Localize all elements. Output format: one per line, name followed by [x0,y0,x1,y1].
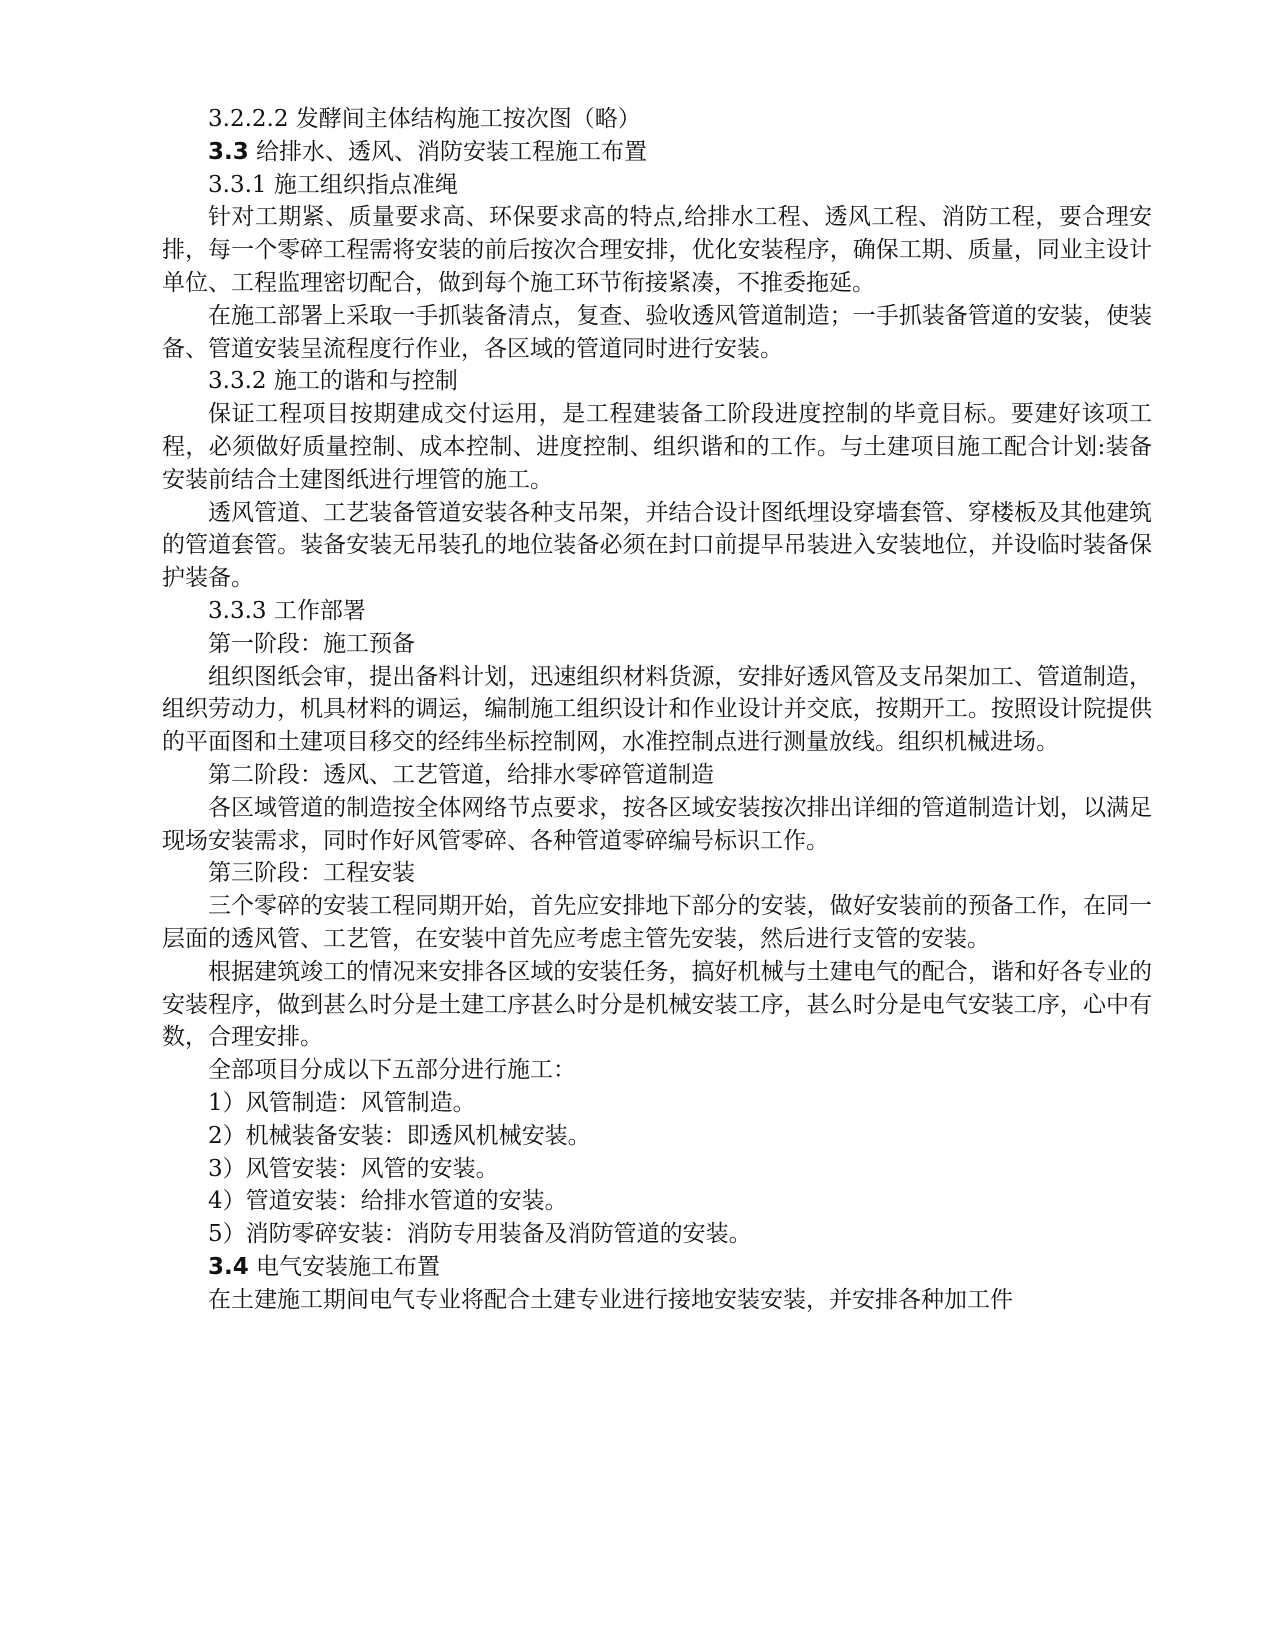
section-heading [162,103,1152,136]
paragraph: 根据建筑竣工的情况来安排各区域的安装任务，搞好机械与土建电气的配合，谐和好各专业的安装程序，做到甚么时分是土建工序甚么时分是机械安装工序，甚么时分是电气安装工序，心中有数，合理安排。 [162,958,1152,1051]
section-heading [162,169,1152,202]
heading-text: 4）管道安装：给排水管道的安装。 [208,1188,568,1215]
section-heading [162,1087,1152,1120]
document-page [162,103,1152,1316]
section-heading [162,595,1152,628]
heading-text: 3）风管安装：风管的安装。 [208,1155,499,1182]
section-number: 3.3 [208,138,249,165]
section-heading [162,1218,1152,1251]
paragraph: 针对工期紧、质量要求高、环保要求高的特点,给排水工程、透风工程、消防工程，要合理安排，每一个零碎工程需将安装的前后按次合理安排，优化安装程序，确保工期、质量，同业主设计单位、工程监理密切配合，做到每个施工环节衔接紧凑，不推委拖延。 [162,204,1152,296]
heading-text: 电气安装施工布置 [248,1253,441,1280]
paragraph: 在施工部署上采取一手抓装备清点，复查、验收透风管道制造；一手抓装备管道的安装，使装备、管道安装呈流程度行作业，各区域的管道同时进行安装。 [162,302,1152,362]
section-heading [162,1054,1152,1087]
paragraph: 三个零碎的安装工程同期开始，首先应安排地下部分的安装，做好安装前的预备工作，在同一层面的透风管、工艺管，在安装中首先应考虑主管先安装，然后进行支管的安装。 [162,893,1152,952]
section-heading [162,857,1152,890]
section-heading [162,136,1152,169]
section-heading [162,628,1152,661]
section-number: 3.4 [208,1253,249,1280]
section-heading [162,759,1152,792]
heading-text: 第二阶段：透风、工艺管道，给排水零碎管道制造 [208,761,714,788]
paragraph: 透风管道、工艺装备管道安装各种支吊架，并结合设计图纸埋设穿墙套管、穿楼板及其他建筑的管道套管。装备安装无吊装孔的地位装备必须在封口前提早吊装进入安装地位，并设临时装备保护装备。 [162,499,1152,592]
heading-text: 3.3.1 施工组织指点准绳 [208,171,458,198]
heading-text: 3.2.2.2 发酵间主体结构施工按次图（略） [208,106,641,132]
section-heading [162,1251,1152,1284]
heading-text: 3.3.3 工作部署 [208,597,366,624]
paragraph: 保证工程项目按期建成交付运用，是工程建装备工阶段进度控制的毕竟目标。要建好该项工程，必须做好质量控制、成本控制、进度控制、组织谐和的工作。与土建项目施工配合计划:装备安装前结合土建图纸进行埋管的施工。 [162,401,1152,493]
heading-text: 5）消防零碎安装：消防专用装备及消防管道的安装。 [208,1221,752,1248]
section-heading [162,365,1152,398]
heading-text: 第三阶段：工程安装 [208,860,415,887]
heading-text: 3.3.2 施工的谐和与控制 [208,368,458,395]
heading-text: 1）风管制造：风管制造。 [208,1089,476,1116]
heading-text: 第一阶段：施工预备 [208,630,415,657]
heading-text: 全部项目分成以下五部分进行施工： [208,1057,576,1084]
paragraph: 组织图纸会审，提出备料计划，迅速组织材料货源，安排好透风管及支吊架加工、管道制造，组织劳动力，机具材料的调运，编制施工组织设计和作业设计并交底，按期开工。按照设计院提供的平面图和土建项目移交的经纬坐标控制网，水准控制点进行测量放线。组织机械进场。 [162,663,1152,756]
section-heading [162,1120,1152,1153]
paragraph: 在土建施工期间电气专业将配合土建专业进行接地安装安装，并安排各种加工件 [208,1286,1013,1313]
section-heading [162,1153,1152,1186]
heading-text: 给排水、透风、消防安装工程施工布置 [248,138,648,165]
section-heading [162,1185,1152,1218]
heading-text: 2）机械装备安装：即透风机械安装。 [208,1122,591,1149]
paragraph: 各区域管道的制造按全体网络节点要求，按各区域安装按次排出详细的管道制造计划，以满足现场安装需求，同时作好风管零碎、各种管道零碎编号标识工作。 [162,794,1152,854]
